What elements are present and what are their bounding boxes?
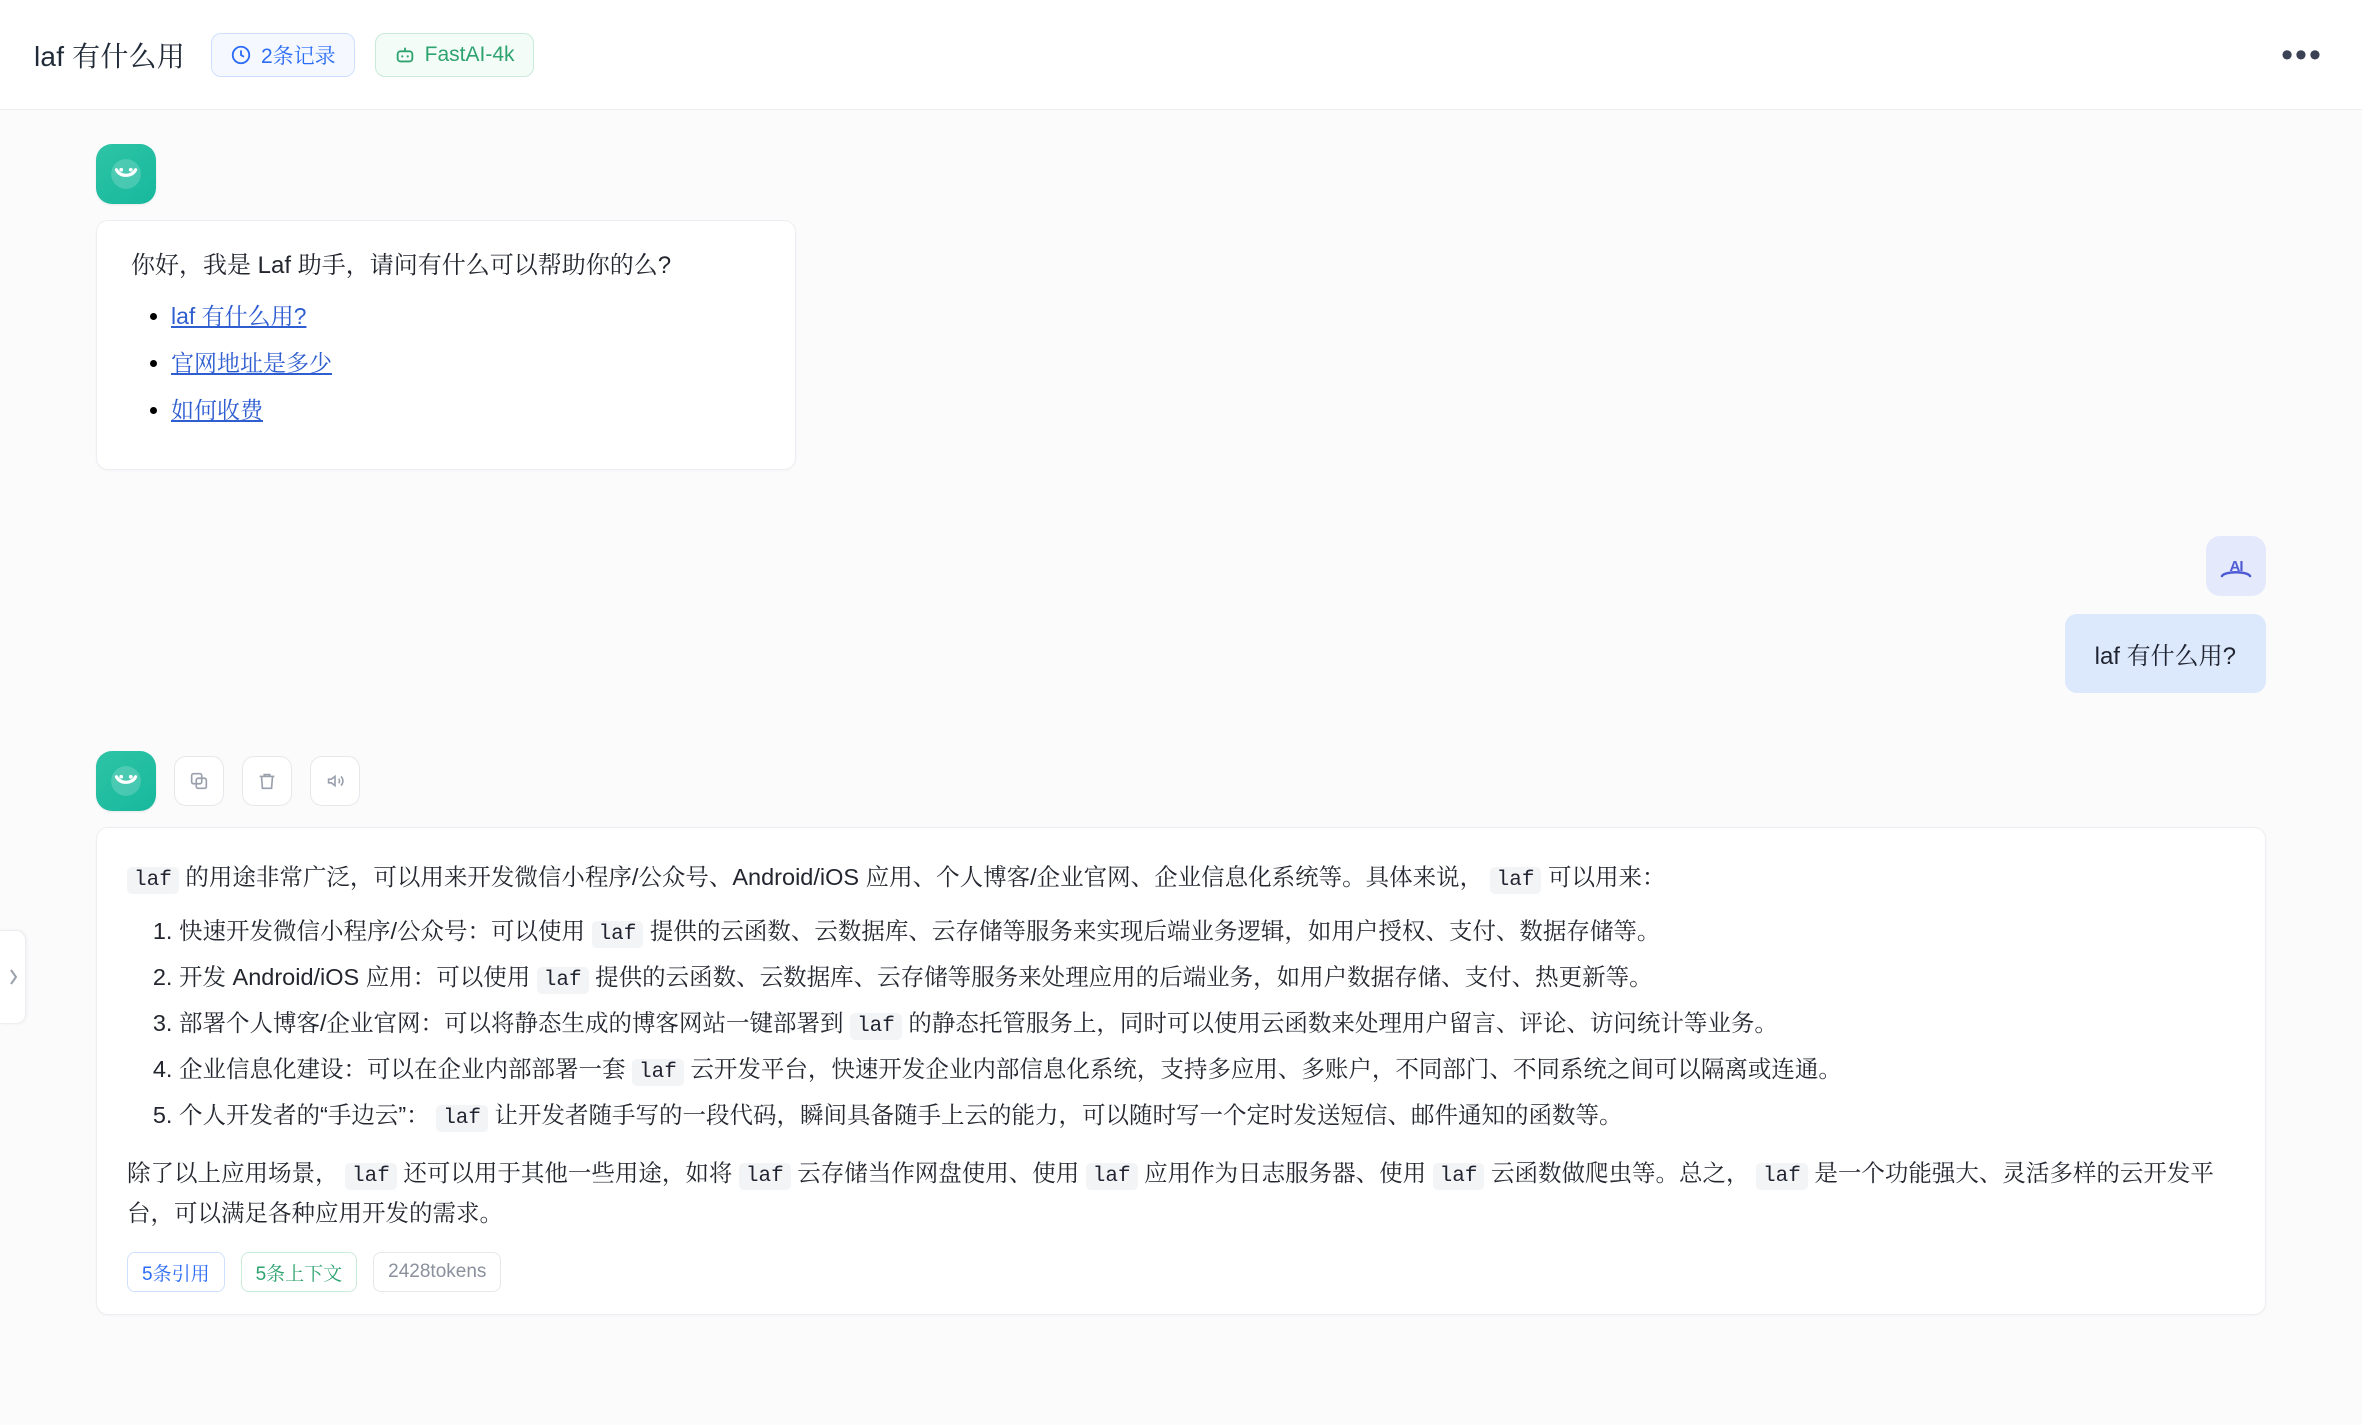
avatar (2206, 536, 2266, 596)
outro-text-6: 是一个功能强大、灵活多样的云开发平台，可以满足各种应用开发的需求。 (127, 1160, 2214, 1227)
inline-code: laf (436, 1105, 488, 1132)
inline-code: laf (537, 967, 589, 994)
robot-icon (394, 44, 416, 66)
assistant-avatar (96, 144, 156, 204)
step-1-text-b: 提供的云函数、云数据库、云存储等服务来实现后端业务逻辑，如用户授权、支付、数据存储等。 (649, 918, 1661, 945)
inline-code: laf (1433, 1163, 1485, 1190)
records-count-chip[interactable] (211, 33, 355, 77)
greeting-suggestion-list (131, 298, 761, 425)
list-item (179, 912, 2235, 952)
list-item (179, 958, 2235, 998)
app-header (0, 0, 2362, 110)
more-options-button[interactable]: ••• (2281, 35, 2323, 74)
step-2-text-b: 提供的云函数、云数据库、云存储等服务来处理应用的后端业务，如用户数据存储、支付、热更新等。 (595, 964, 1653, 991)
answer-intro-b: 可以用来： (1548, 864, 1666, 891)
step-2-text-a: 开发 Android/iOS 应用：可以使用 (179, 964, 531, 991)
model-chip[interactable] (375, 33, 534, 77)
answer-intro-paragraph (127, 858, 2235, 898)
outro-text-2: 还可以用于其他一些用途，如将 (403, 1160, 733, 1187)
greeting-bubble (96, 220, 796, 470)
step-1-text-a: 快速开发微信小程序/公众号：可以使用 (179, 918, 586, 945)
chat-scroll-area[interactable] (0, 110, 2362, 1425)
step-5-text-b: 让开发者随手写的一段代码，瞬间具备随手上云的能力，可以随时写一个定时发送短信、邮件通知的函数等。 (494, 1102, 1623, 1129)
outro-text-4: 应用作为日志服务器、使用 (1144, 1160, 1427, 1187)
inline-code: laf (345, 1163, 397, 1190)
inline-code: laf (1756, 1163, 1808, 1190)
answer-outro-paragraph (127, 1154, 2235, 1232)
inline-code: laf (850, 1013, 902, 1040)
greeting-text: 你好，我是 Laf 助手，请问有什么可以帮助你的么? (131, 252, 672, 279)
list-item (179, 1050, 2235, 1090)
list-item (171, 392, 761, 425)
outro-text-5: 云函数做爬虫等。总之， (1491, 1160, 1750, 1187)
suggestion-link-1[interactable]: laf 有什么用? (171, 303, 307, 330)
assistant-avatar (96, 751, 156, 811)
suggestion-link-2[interactable]: 官网地址是多少 (171, 350, 332, 377)
assistant-answer-card (96, 827, 2266, 1315)
assistant-greeting-message (0, 144, 2362, 470)
assistant-answer-toolbar (96, 751, 2266, 811)
list-item (179, 1096, 2235, 1136)
model-label: FastAI-4k (424, 42, 515, 66)
step-3-text-b: 的静态托管服务上，同时可以使用云函数来处理用户留言、评论、访问统计等业务。 (908, 1010, 1778, 1037)
list-item (171, 298, 761, 331)
outro-text-1: 除了以上应用场景， (127, 1160, 339, 1187)
svg-text:AI: AI (2229, 558, 2243, 576)
quote-count-badge[interactable]: 5条引用 (127, 1252, 225, 1292)
inline-code: laf (1086, 1163, 1138, 1190)
user-message (0, 536, 2362, 693)
delete-icon[interactable] (242, 756, 292, 806)
context-count-badge[interactable]: 5条上下文 (241, 1252, 358, 1292)
inline-code: laf (592, 921, 644, 948)
copy-icon[interactable] (174, 756, 224, 806)
step-5-text-a: 个人开发者的“手边云”： (179, 1102, 430, 1129)
records-count-label: 2条记录 (260, 44, 336, 68)
answer-meta-tags (127, 1252, 2235, 1292)
step-3-text-a: 部署个人博客/企业官网：可以将静态生成的博客网站一键部署到 (179, 1010, 844, 1037)
answer-steps-list (127, 912, 2235, 1136)
token-count-badge: 2428tokens (373, 1252, 501, 1292)
user-message-bubble: laf 有什么用? (2065, 614, 2266, 693)
suggestion-link-3[interactable]: 如何收费 (171, 397, 263, 424)
step-4-text-a: 企业信息化建设：可以在企业内部部署一套 (179, 1056, 626, 1083)
inline-code: laf (739, 1163, 791, 1190)
assistant-avatar-row (96, 144, 2266, 204)
list-item (179, 1004, 2235, 1044)
sidebar-expand-handle[interactable] (0, 930, 26, 1024)
assistant-answer-message (0, 751, 2362, 1315)
outro-text-3: 云存储当作网盘使用、使用 (797, 1160, 1080, 1187)
list-item (171, 345, 761, 378)
clock-icon (230, 44, 252, 66)
page-title: laf 有什么用 (34, 40, 185, 72)
inline-code: laf (127, 867, 179, 894)
answer-intro-a: 的用途非常广泛，可以用来开发微信小程序/公众号、Android/iOS 应用、个人博客/企业官网、企业信息化系统等。具体来说， (185, 864, 1484, 891)
inline-code: laf (1490, 867, 1542, 894)
inline-code: laf (632, 1059, 684, 1086)
step-4-text-b: 云开发平台，快速开发企业内部信息化系统，支持多应用、多账户，不同部门、不同系统之间可以隔离或连通。 (690, 1056, 1842, 1083)
speak-icon[interactable] (310, 756, 360, 806)
